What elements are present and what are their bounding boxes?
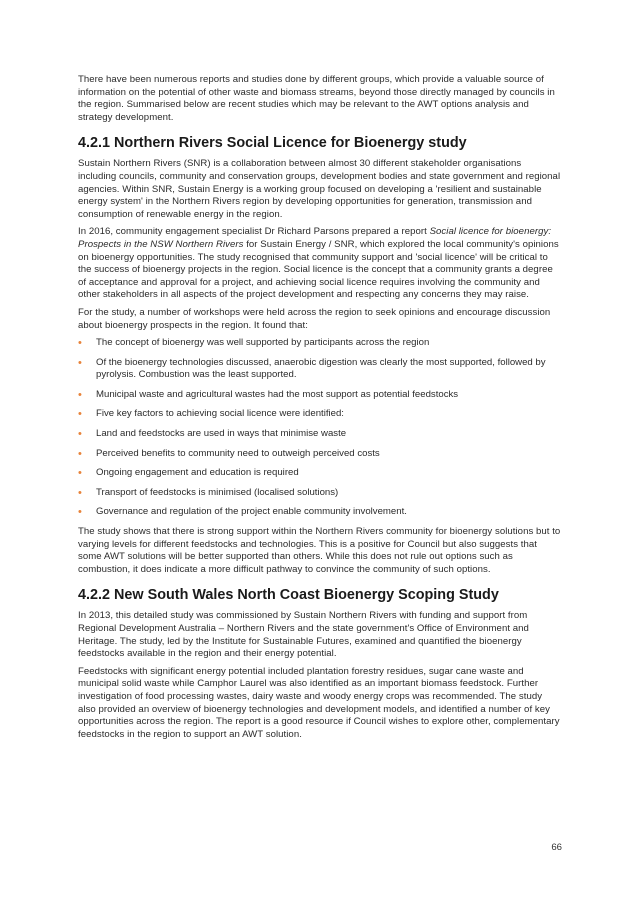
findings-list: [78, 337, 562, 519]
section2-paragraph-2: Feedstocks with significant energy potential included plantation forestry residues, sugar cane waste and municipal solid waste while Camphor Laurel was also identified as an important biomass feedstock. Further investigation of food processing wastes, dairy waste and woody energy crops was recommended. The study also provided an overview of bioenergy technologies and development models, and identified a number of key opportunities across the region. The report is a good resource if Council wishes to explore other, complementary feedstocks in the region to support an AWT solution.: [78, 665, 560, 740]
list-item: • Five key factors to achieving social licence were identified:: [78, 408, 344, 421]
document-body: [78, 74, 562, 746]
bullet-icon: •: [78, 337, 82, 350]
bullet-icon: •: [78, 467, 82, 480]
bullet-icon: •: [78, 486, 82, 499]
bullet-icon: •: [78, 506, 82, 519]
list-item: • Municipal waste and agricultural wastes had the most support as potential feedstocks: [78, 388, 459, 401]
list-item: • Of the bioenergy technologies discussed, anaerobic digestion was clearly the most supported, followed by pyrolysis. Combustion was the least supported.: [78, 356, 546, 381]
list-item: • Transport of feedstocks is minimised (localised solutions): [78, 486, 339, 499]
bullet-icon: •: [78, 408, 82, 421]
list-item: • Ongoing engagement and education is required: [78, 467, 299, 480]
bullet-icon: •: [78, 356, 82, 369]
section-heading-4-2-2: 4.2.2 New South Wales North Coast Bioenergy Scoping Study: [78, 587, 499, 604]
bullet-icon: •: [78, 388, 82, 401]
section1-p2-text-after: for Sustain Energy / SNR, which explored the local community's opinions on bioenergy opportunities. The study recognised that community support and 'social licence' will be critical to the success of bioenergy projects in the region. Social licence is the concept that a community grants a degree of acceptance and approval for a project, and achieving social licence requires involving the community and other stakeholders in all aspects of the project development and respecting any concerns they may raise.: [78, 238, 559, 301]
section1-paragraph-3: For the study, a number of workshops were held across the region to seek opinions and encourage discussion about bioenergy prospects in the region. It found that:: [78, 306, 551, 331]
section1-p2-text-before: In 2016, community engagement specialist Dr Richard Parsons prepared a report: [78, 226, 430, 238]
section2-paragraph-1: In 2013, this detailed study was commissioned by Sustain Northern Rivers with funding and support from Regional Development Australia – Northern Rivers and the state government's Office of Environment and Heritage. The study, led by the Institute for Sustainable Futures, examined and quantified the bioenergy feedstocks available in the region and their energy potential.: [78, 610, 529, 660]
section1-paragraph-1: Sustain Northern Rivers (SNR) is a collaboration between almost 30 different stakeholder organisations including councils, community and conservation groups, development bodies and state government and regional agencies. Within SNR, Sustain Energy is a working group focused on developing a 'resilient and sustainable energy system' in the Northern Rivers region by developing opportunities for generation, transmission and consumption of renewable energy in the region.: [78, 158, 561, 220]
section1-paragraph-4: The study shows that there is strong support within the Northern Rivers community for bioenergy solutions but to varying levels for different feedstocks and technologies. This is a positive for Council but also suggests that some AWT solutions will be better supported than others. While this does not rule out options such as combustion, it does indicate a more difficult pathway to convince the community of such options.: [78, 526, 561, 575]
section-heading-4-2-1: 4.2.1 Northern Rivers Social Licence for Bioenergy study: [78, 135, 467, 152]
bullet-icon: •: [78, 447, 82, 460]
list-item: • Perceived benefits to community need to outweigh perceived costs: [78, 447, 380, 460]
section1-paragraph-2: [78, 226, 562, 302]
bullet-icon: •: [78, 428, 82, 441]
list-item: • Governance and regulation of the project enable community involvement.: [78, 506, 407, 519]
intro-paragraph: There have been numerous reports and studies done by different groups, which provide a valuable source of information on the potential of other waste and biomass streams, beyond those directly managed by councils in the region. Summarised below are recent studies which may be relevant to the AWT options analysis and strategy development.: [78, 74, 555, 123]
list-item: • Land and feedstocks are used in ways that minimise waste: [78, 428, 347, 441]
page-number: 66: [551, 842, 562, 853]
list-item: • The concept of bioenergy was well supported by participants across the region: [78, 337, 430, 350]
report-title: Social licence for bioenergy: Prospects in the NSW Northern Rivers: [78, 226, 552, 250]
